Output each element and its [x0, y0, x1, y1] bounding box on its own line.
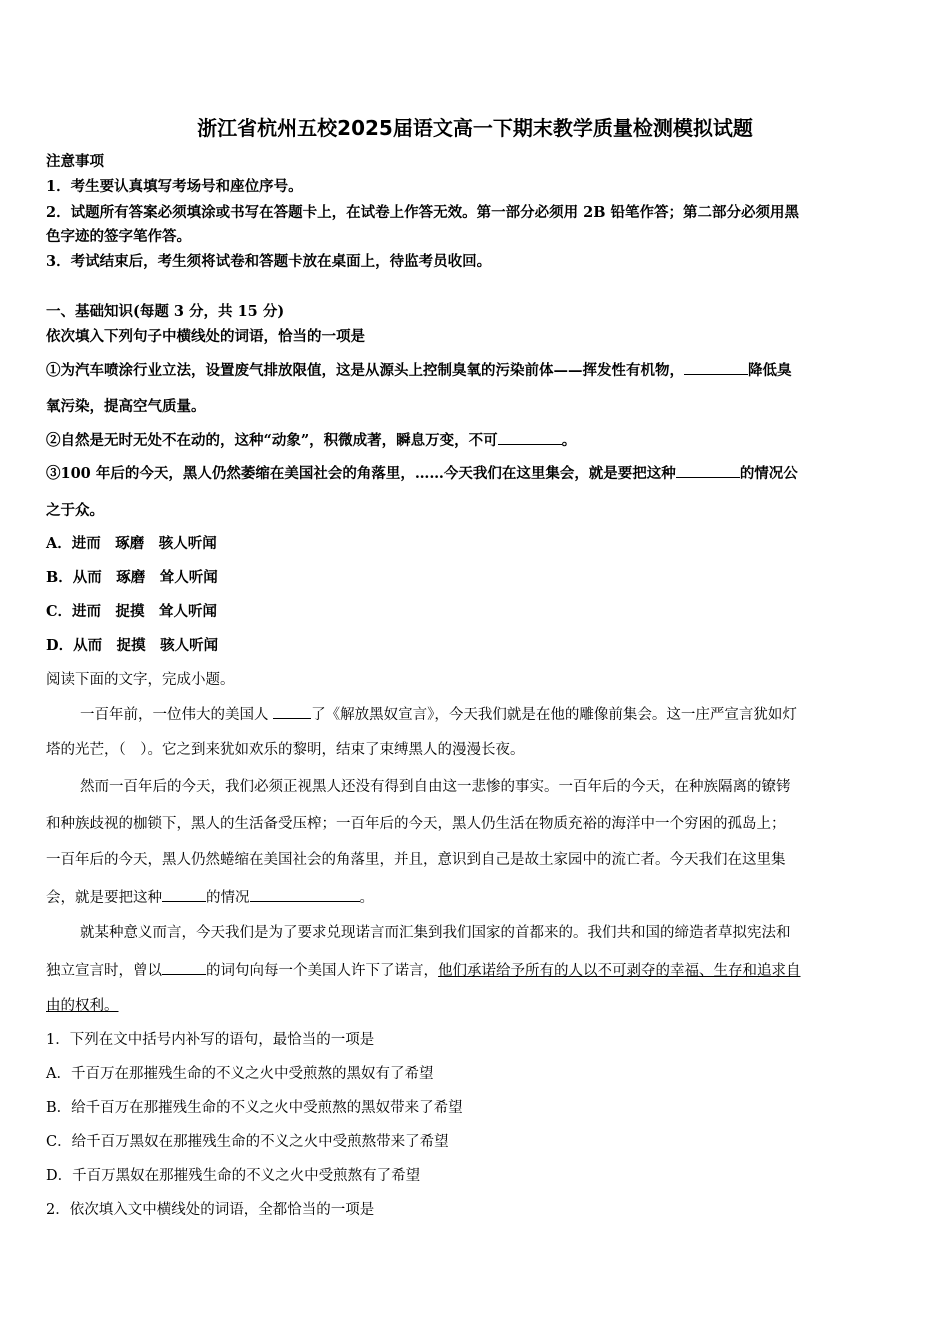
option-d: D．从而 捉摸 骇人听闻: [46, 637, 219, 654]
passage-line: [46, 887, 374, 908]
passage-line: 和种族歧视的枷锁下，黑人的生活备受压榨；一百年后的今天，黑人仍生活在物质充裕的海洋中一个穷困的孤岛上；: [46, 816, 786, 832]
sentence-2-tail: 。: [561, 432, 577, 449]
passage-text: 会，就是要把这种: [46, 890, 162, 906]
blank-line: [250, 887, 360, 902]
reading-intro: 阅读下面的文字，完成小题。: [46, 672, 235, 688]
q1-option-a: A．千百万在那摧残生命的不义之火中受煎熬的黑奴有了希望: [46, 1066, 434, 1082]
blank-line: [162, 887, 206, 902]
sentence-3-tail: 的情况公: [739, 465, 798, 482]
blank-line: [684, 360, 748, 375]
option-b: B．从而 琢磨 耸人听闻: [46, 569, 218, 586]
passage-line: 塔的光芒，（ ）。它之到来犹如欢乐的黎明，结束了束缚黑人的漫漫长夜。: [46, 742, 525, 758]
sentence-3-cont: 之于众。: [46, 502, 104, 519]
q1-option-d: D．千百万黑奴在那摧残生命的不义之火中受煎熬有了希望: [46, 1168, 421, 1184]
option-c: C．进而 捉摸 耸人听闻: [46, 603, 218, 620]
passage-text: 独立宣言时，曾以: [46, 963, 162, 979]
passage-text: 了《解放黑奴宣言》，今天我们就是在他的雕像前集会。这一庄严宣言犹如灯: [311, 707, 797, 723]
sentence-3: [46, 463, 798, 484]
question-1-stem: 1．下列在文中括号内补写的语句，最恰当的一项是: [46, 1032, 375, 1048]
notice-item: 1．考生要认真填写考场号和座位序号。: [46, 178, 303, 195]
passage-text: 。: [359, 890, 374, 906]
blank-line: [162, 960, 206, 975]
passage-line: 就某种意义而言，今天我们是为了要求兑现诺言而汇集到我们国家的首都来的。我们共和国的缔造者草拟宪法和: [80, 925, 791, 941]
passage-line: 然而一百年后的今天，我们必须正视黑人还没有得到自由这一悲惨的事实。一百年后的今天，在种族隔离的镣铐: [80, 779, 791, 795]
sentence-2-text: ②自然是无时无处不在动的，这种“动象”，积微成著，瞬息万变，不可: [46, 432, 498, 449]
notice-item: 2．试题所有答案必须填涂或书写在答题卡上，在试卷上作答无效。第一部分必须用 2B 铅笔作答；第二部分必须用黑: [46, 204, 800, 221]
passage-text: 一百年前，一位伟大的美国人: [80, 707, 269, 723]
option-a: A．进而 琢磨 骇人听闻: [46, 535, 217, 552]
sentence-3-text: ③100 年后的今天，黑人仍然萎缩在美国社会的角落里，……今天我们在这里集会，就是要把这种: [46, 465, 676, 482]
blank-line: [498, 430, 562, 445]
passage-line: 一百年后的今天，黑人仍然蜷缩在美国社会的角落里，并且，意识到自己是故土家园中的流亡者。今天我们在这里集: [46, 852, 786, 868]
q1-option-b: B．给千百万在那摧残生命的不义之火中受煎熬的黑奴带来了希望: [46, 1100, 463, 1116]
section-heading: 一、基础知识(每题 3 分，共 15 分): [46, 303, 285, 320]
sentence-2: [46, 430, 576, 451]
underlined-sentence-cont: 由的权利。: [46, 998, 119, 1014]
page-title: 浙江省杭州五校2025届语文高一下期末教学质量检测模拟试题: [197, 116, 753, 140]
q1-option-c: C．给千百万黑奴在那摧残生命的不义之火中受煎熬带来了希望: [46, 1134, 449, 1150]
notice-item: 3．考试结束后，考生须将试卷和答题卡放在桌面上，待监考员收回。: [46, 253, 492, 270]
passage-text: 的情况: [206, 890, 250, 906]
sentence-1-tail: 降低臭: [748, 362, 792, 379]
sentence-1-cont: 氧污染，提高空气质量。: [46, 398, 206, 415]
underlined-sentence: 他们承诺给予所有的人以不可剥夺的幸福、生存和追求自: [438, 963, 801, 979]
blank-line: [273, 704, 311, 719]
sentence-1: [46, 360, 792, 381]
question-stem: 依次填入下列句子中横线处的词语，恰当的一项是: [46, 328, 365, 345]
notice-item: 色字迹的签字笔作答。: [46, 228, 191, 245]
question-2-stem: 2．依次填入文中横线处的词语，全都恰当的一项是: [46, 1202, 375, 1218]
blank-line: [676, 463, 740, 478]
sentence-1-text: ①为汽车喷涂行业立法，设置废气排放限值，这是从源头上控制臭氧的污染前体——挥发性有机物，: [46, 362, 684, 379]
passage-line: [46, 960, 801, 981]
passage-line: [80, 704, 797, 725]
passage-text: 的词句向每一个美国人许下了诺言，: [206, 963, 438, 979]
notice-heading: 注意事项: [46, 153, 104, 170]
